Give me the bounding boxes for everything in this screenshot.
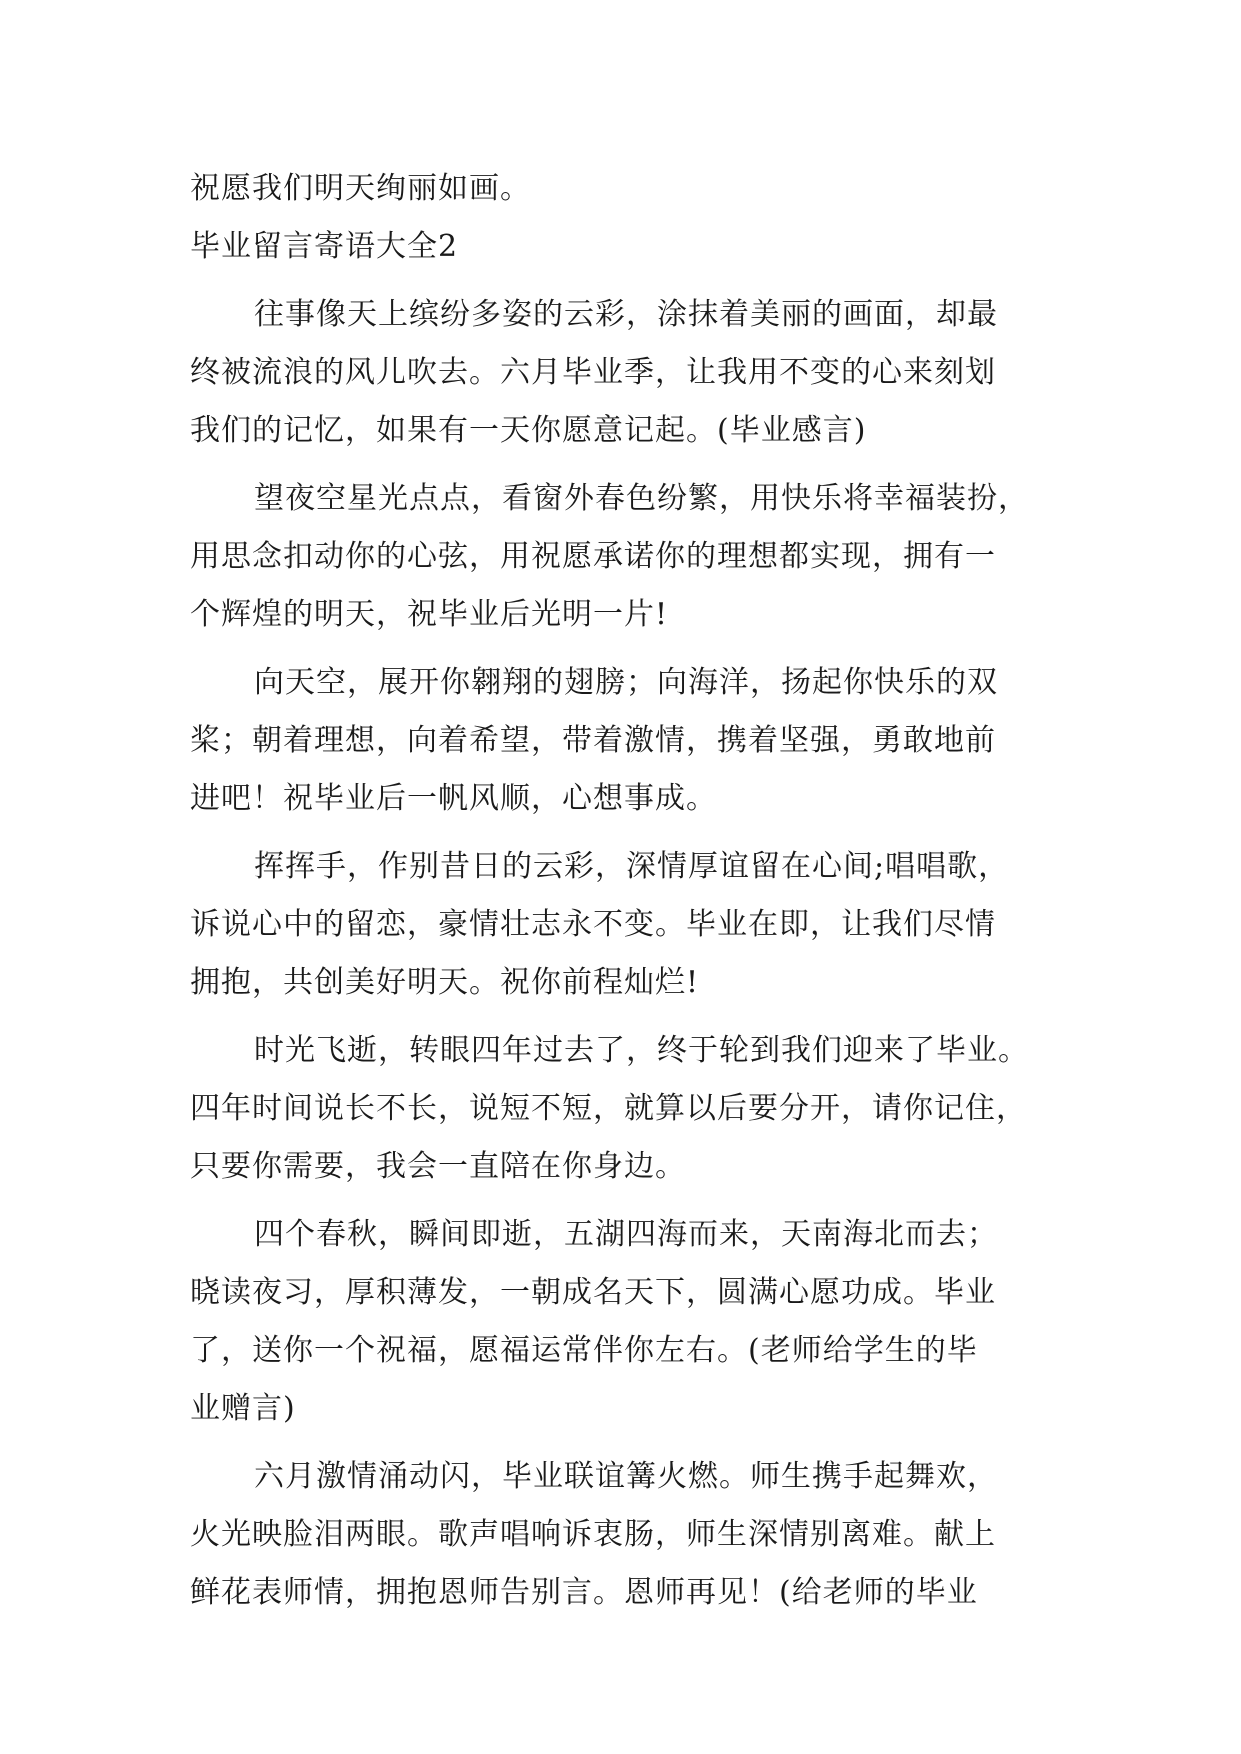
paragraph [190, 1448, 1050, 1622]
paragraph [190, 654, 1050, 828]
paragraph-line: 四年时间说长不长，说短不短，就算以后要分开，请你记住， [190, 1091, 1027, 1126]
paragraph-line: 只要你需要，我会一直陪在你身边。 [190, 1149, 686, 1184]
paragraph-line: 拥抱，共创美好明天。祝你前程灿烂! [190, 965, 700, 1000]
paragraph-line: 诉说心中的留恋，豪情壮志永不变。毕业在即，让我们尽情 [190, 907, 996, 942]
paragraph-line: 时光飞逝，转眼四年过去了，终于轮到我们迎来了毕业。 [254, 1033, 1029, 1068]
paragraph-line: 六月激情涌动闪，毕业联谊篝火燃。师生携手起舞欢， [254, 1459, 998, 1494]
document-body [190, 160, 1050, 1622]
paragraph-line: 桨；朝着理想，向着希望，带着激情，携着坚强，勇敢地前 [190, 723, 996, 758]
paragraph [190, 1022, 1050, 1196]
paragraph-line: 进吧！祝毕业后一帆风顺，心想事成。 [190, 781, 717, 816]
paragraph-line: 了，送你一个祝福，愿福运常伴你左右。(老师给学生的毕 [190, 1333, 978, 1368]
section-heading: 毕业留言寄语大全2 [190, 229, 459, 264]
paragraph [190, 286, 1050, 460]
paragraph-line: 我们的记忆，如果有一天你愿意记起。(毕业感言) [190, 413, 867, 448]
paragraph-line: 鲜花表师情，拥抱恩师告别言。恩师再见！(给老师的毕业 [190, 1575, 978, 1610]
paragraph-line: 挥挥手，作别昔日的云彩，深情厚谊留在心间;唱唱歌， [254, 849, 1010, 884]
paragraph-line: 往事像天上缤纷多姿的云彩，涂抹着美丽的画面，却最 [254, 297, 998, 332]
paragraph-line: 业赠言) [190, 1391, 296, 1426]
paragraph-line: 晓读夜习，厚积薄发，一朝成名天下，圆满心愿功成。毕业 [190, 1275, 996, 1310]
paragraph-line: 终被流浪的风儿吹去。六月毕业季，让我用不变的心来刻划 [190, 355, 996, 390]
paragraph [190, 838, 1050, 1012]
paragraph [190, 1206, 1050, 1438]
paragraph [190, 470, 1050, 644]
paragraph-line: 四个春秋，瞬间即逝，五湖四海而来，天南海北而去； [254, 1217, 998, 1252]
closing-line: 祝愿我们明天绚丽如画。 [190, 171, 531, 206]
paragraph-line: 个辉煌的明天，祝毕业后光明一片! [190, 597, 669, 632]
paragraph-line: 望夜空星光点点，看窗外春色纷繁，用快乐将幸福装扮， [254, 481, 1029, 516]
paragraph-line: 用思念扣动你的心弦，用祝愿承诺你的理想都实现，拥有一 [190, 539, 996, 574]
paragraph-line: 火光映脸泪两眼。歌声唱响诉衷肠，师生深情别离难。献上 [190, 1517, 996, 1552]
paragraph-line: 向天空，展开你翱翔的翅膀；向海洋，扬起你快乐的双 [254, 665, 998, 700]
